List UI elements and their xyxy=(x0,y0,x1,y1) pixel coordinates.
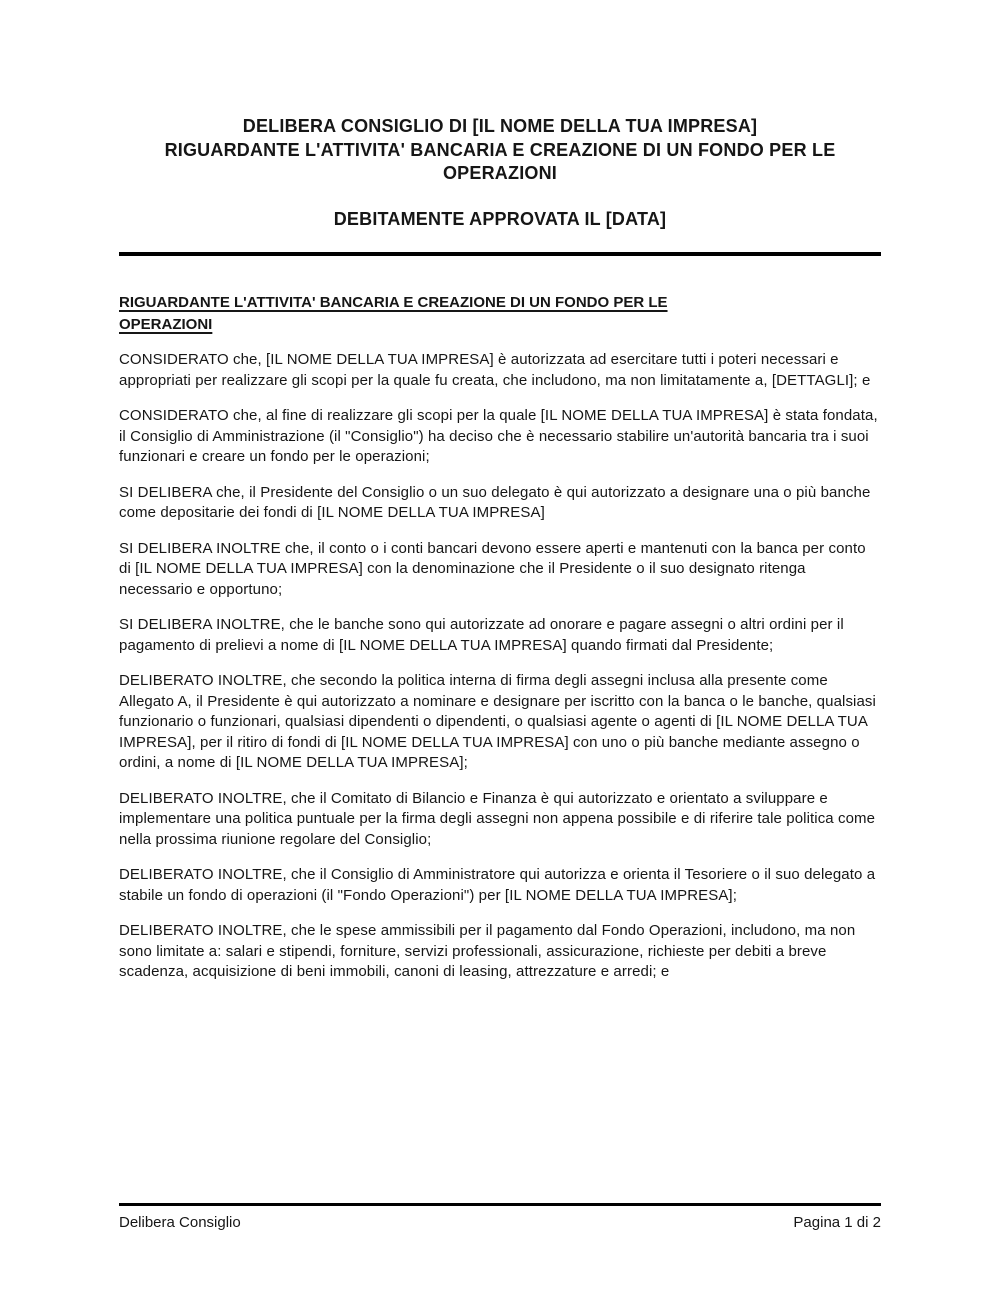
document-title-line-1: DELIBERA CONSIGLIO DI [IL NOME DELLA TUA IMPRESA] xyxy=(242,116,758,136)
document-title xyxy=(119,115,881,186)
document-title-line-2: RIGUARDANTE L'ATTIVITA' BANCARIA E CREAZIONE DI UN FONDO PER LE xyxy=(164,139,836,160)
paragraph-considerato-2: CONSIDERATO che, al fine di realizzare gli scopi per la quale [IL NOME DELLA TUA IMPRESA] è stata fondata, il Consiglio di Amministrazione (il "Consiglio") ha deciso che è necessario stabilire un'autorità bancaria tra i suoi funzionari e creare un fondo per le operazioni; xyxy=(119,407,878,465)
footer-page-number: Pagina 1 di 2 xyxy=(793,1214,881,1231)
paragraph-si-delibera-inoltre-2: SI DELIBERA INOLTRE, che le banche sono qui autorizzate ad onorare e pagare assegni o altri ordini per il pagamento di prelievi a nome di [IL NOME DELLA TUA IMPRESA] quando firmati dal Presidente; xyxy=(119,616,844,654)
paragraph-si-delibera: SI DELIBERA che, il Presidente del Consiglio o un suo delegato è qui autorizzato a designare una o più banche come depositarie dei fondi di [IL NOME DELLA TUA IMPRESA] xyxy=(119,483,871,521)
document-title-line-3: OPERAZIONI xyxy=(442,163,557,183)
paragraph-deliberato-inoltre-2: DELIBERATO INOLTRE, che il Comitato di Bilancio e Finanza è qui autorizzato e orientato a sviluppare e implementare una politica puntuale per la firma degli assegni non appena possibile e di riferire tale politica come nella prossima riunione regolare del Consiglio; xyxy=(119,789,876,848)
footer-row xyxy=(119,1213,881,1233)
footer-document-name: Delibera Consiglio xyxy=(119,1214,241,1231)
footer-divider xyxy=(119,1203,881,1206)
paragraph-deliberato-inoltre-4: DELIBERATO INOLTRE, che le spese ammissibili per il pagamento dal Fondo Operazioni, includono, ma non sono limitate a: salari e stipendi, forniture, servizi professionali, assicurazione, richieste per debiti a breve scadenza, acquisizione di beni immobili, canoni di leasing, attrezzature e arredi; e xyxy=(119,922,856,980)
paragraph-deliberato-inoltre-1: DELIBERATO INOLTRE, che secondo la politica interna di firma degli assegni inclusa alla presente come Allegato A, il Presidente è qui autorizzato a nominare e designare per iscritto con la banca o le banche, qualsiasi funzionario o funzionari, qualsiasi dipendenti o dipendenti, o qualsiasi agente o agenti di [IL NOME DELLA TUA IMPRESA], per il ritiro di fondi di [IL NOME DELLA TUA IMPRESA] con uno o più banche mediante assegno o ordini, a nome di [IL NOME DELLA TUA IMPRESA]; xyxy=(119,672,876,771)
header-divider xyxy=(119,252,881,256)
paragraph-si-delibera-inoltre-1: SI DELIBERA INOLTRE che, il conto o i conti bancari devono essere aperti e mantenuti con la banca per conto di [IL NOME DELLA TUA IMPRESA] con la denominazione che il Presidente o il suo designato ritenga necessario e opportuno; xyxy=(119,539,866,598)
section-heading-line-2: OPERAZIONI xyxy=(119,315,213,333)
page-footer xyxy=(119,1203,881,1233)
paragraph-considerato-1: CONSIDERATO che, [IL NOME DELLA TUA IMPRESA] è autorizzata ad esercitare tutti i poteri necessari e appropriati per realizzare gli scopi per la quale fu creata, che includono, ma non limitatamente a, [DETTAGLI]; e xyxy=(119,351,871,389)
document-body xyxy=(119,0,881,983)
paragraph-deliberato-inoltre-3: DELIBERATO INOLTRE, che il Consiglio di Amministratore qui autorizza e orienta il Tesoriere o il suo delegato a stabile un fondo di operazioni (il "Fondo Operazioni") per [IL NOME DELLA TUA IMPRESA]; xyxy=(119,866,876,904)
section-heading-line-1: RIGUARDANTE L'ATTIVITA' BANCARIA E CREAZIONE DI UN FONDO PER LE xyxy=(119,294,668,311)
document-subtitle: DEBITAMENTE APPROVATA IL [DATA] xyxy=(333,208,667,229)
section-heading xyxy=(119,292,881,335)
